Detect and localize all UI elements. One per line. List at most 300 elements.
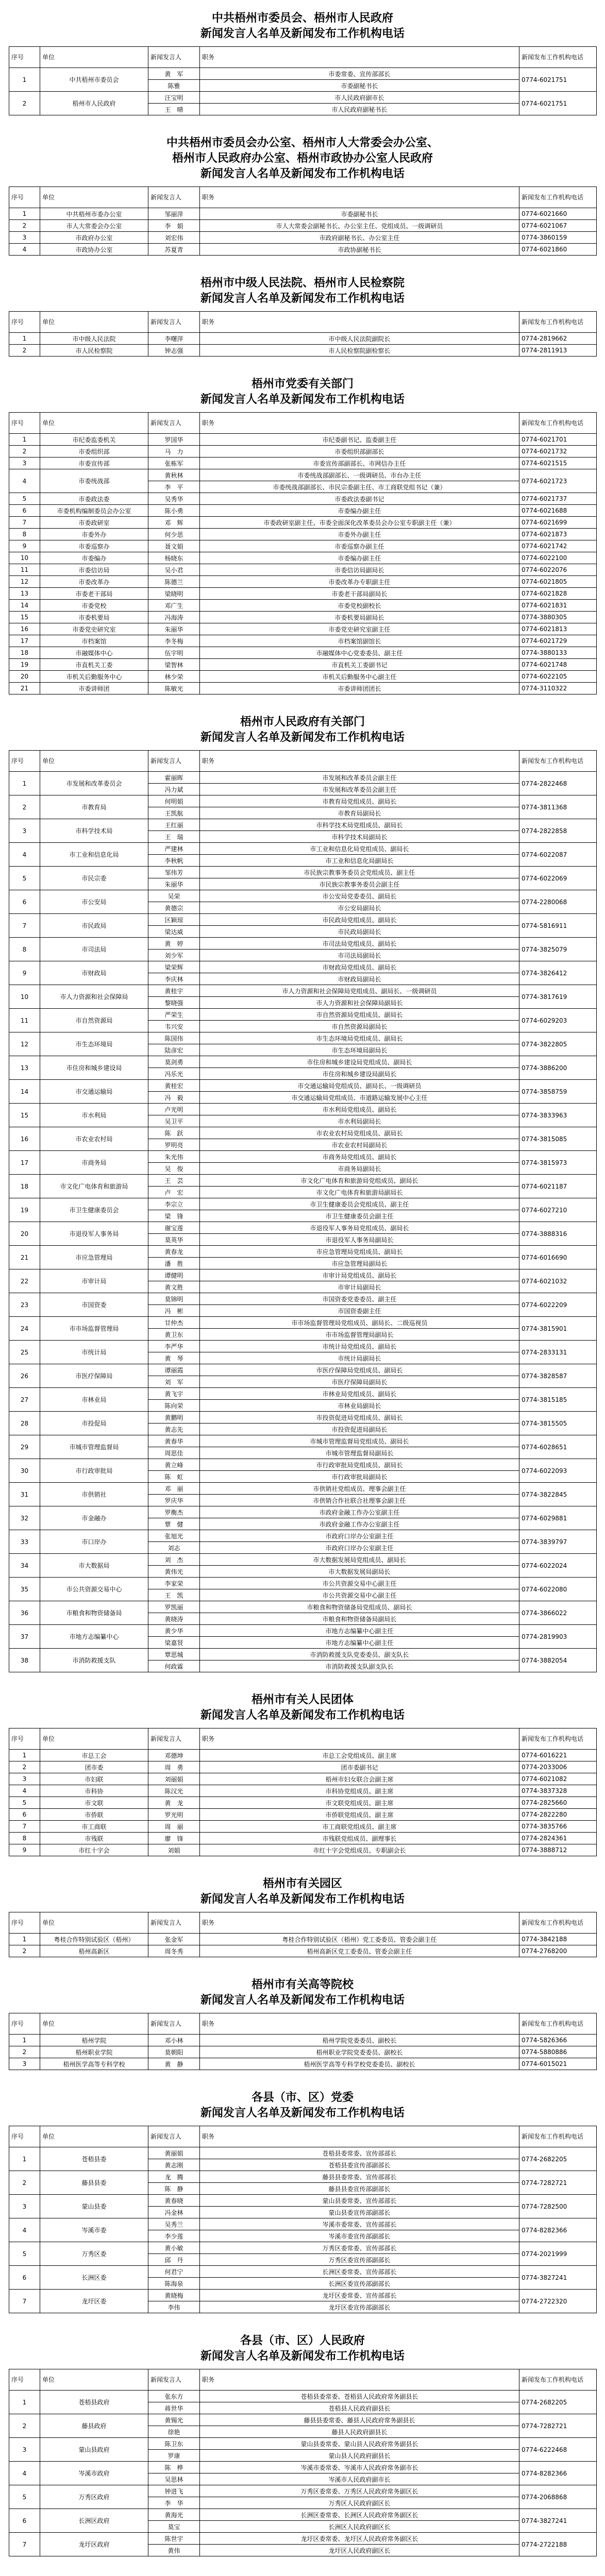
cell-spokesperson: 黄 婷 xyxy=(148,938,200,950)
cell-unit: 蒙山县委 xyxy=(40,2195,148,2218)
cell-no: 3 xyxy=(9,2195,40,2218)
cell-spokesperson: 莫宝 xyxy=(148,2521,200,2533)
table-row xyxy=(9,2485,597,2497)
cell-position: 市委组织部副部长 xyxy=(200,446,519,457)
table-row xyxy=(9,2509,597,2521)
table-row xyxy=(9,1506,597,1518)
cell-unit: 龙圩区政府 xyxy=(40,2533,148,2556)
cell-phone: 0774-3835766 xyxy=(519,1821,597,1833)
roster-section xyxy=(0,707,605,1672)
cell-phone: 0774-3858759 xyxy=(519,1080,597,1104)
cell-spokesperson: 陈 静 xyxy=(148,2183,200,2195)
cell-position: 市教育局副局长 xyxy=(200,807,519,819)
cell-spokesperson: 刘 军 xyxy=(148,1376,200,1388)
cell-position: 市市场监督管理局党组成员、副局长、二级巡视员 xyxy=(200,1317,519,1329)
spokesperson-table xyxy=(9,187,597,256)
cell-spokesperson: 刘宏伟 xyxy=(148,232,200,244)
cell-position: 市人民政府副市长 xyxy=(200,92,519,104)
cell-spokesperson: 谭健明 xyxy=(148,1269,200,1281)
cell-spokesperson: 莫锦明 xyxy=(148,1293,200,1305)
cell-position: 市水利局副局长 xyxy=(200,1115,519,1127)
table-row xyxy=(9,505,597,517)
cell-unit: 市金融办 xyxy=(40,1506,148,1530)
cell-position: 市应急管理局副局长 xyxy=(200,1258,519,1269)
cell-spokesperson: 钟志强 xyxy=(148,345,200,357)
cell-spokesperson: 刘娟 xyxy=(148,1844,200,1856)
cell-position: 市委改革办专职副主任 xyxy=(200,576,519,588)
cell-spokesperson: 张东方 xyxy=(148,2391,200,2402)
cell-spokesperson: 何政霖 xyxy=(148,1660,200,1672)
table-row xyxy=(9,795,597,807)
cell-spokesperson: 蒋世华 xyxy=(148,2402,200,2414)
cell-position: 市卫生健康委员会党组成员、副主任 xyxy=(200,1198,519,1210)
cell-spokesperson: 罗衡杰 xyxy=(148,1506,200,1518)
cell-spokesperson: 罗康 xyxy=(148,2450,200,2462)
cell-unit: 市委组织部 xyxy=(40,446,148,457)
cell-phone: 0774-6015021 xyxy=(519,2058,597,2070)
table-header-row xyxy=(9,413,597,434)
cell-no: 7 xyxy=(9,2533,40,2556)
cell-position: 梧州市妇女联合会副主席 xyxy=(200,1773,519,1785)
cell-position: 市委副秘书长 xyxy=(200,80,519,92)
cell-unit: 市委政法委 xyxy=(40,493,148,505)
cell-spokesperson: 周思佳 xyxy=(148,1447,200,1459)
cell-spokesperson: 王 晴 xyxy=(148,104,200,115)
header-no: 序号 xyxy=(9,187,40,208)
cell-no: 5 xyxy=(9,867,40,890)
cell-phone: 0774-6021860 xyxy=(519,244,597,256)
table-row xyxy=(9,2171,597,2183)
cell-phone: 0774-2722188 xyxy=(519,2533,597,2556)
table-row xyxy=(9,938,597,950)
cell-phone: 0774-3110322 xyxy=(519,683,597,694)
cell-position: 市退役军人事务局党组成员、副局长 xyxy=(200,1222,519,1234)
cell-unit: 市应急管理局 xyxy=(40,1246,148,1269)
cell-spokesperson: 黄春龙 xyxy=(148,1246,200,1258)
cell-unit: 市卫生健康委员会 xyxy=(40,1198,148,1222)
cell-position: 市商务局副局长 xyxy=(200,1163,519,1175)
cell-no: 9 xyxy=(9,961,40,985)
cell-phone: 0774-2824361 xyxy=(519,1833,597,1844)
table-row xyxy=(9,1797,597,1809)
cell-phone: 0774-3888712 xyxy=(519,1844,597,1856)
cell-spokesperson: 黄锡光 xyxy=(148,2414,200,2426)
cell-position: 市委党史研究室副主任 xyxy=(200,623,519,635)
roster-section xyxy=(0,1869,605,1957)
cell-position: 市委信访局副局长 xyxy=(200,564,519,576)
table-row xyxy=(9,2242,597,2254)
cell-spokesperson: 黄春晓 xyxy=(148,2195,200,2207)
spokesperson-table xyxy=(9,750,597,1672)
section-gap xyxy=(0,1672,605,1685)
cell-spokesperson: 严建林 xyxy=(148,843,200,855)
section-title-line: 新闻发言人名单及新闻发布工作机构电话 xyxy=(200,2349,405,2363)
cell-unit: 市口岸办 xyxy=(40,1530,148,1554)
cell-unit: 市国资委 xyxy=(40,1293,148,1317)
cell-no: 38 xyxy=(9,1649,40,1672)
section-title xyxy=(0,2082,605,2126)
cell-no: 1 xyxy=(9,1934,40,1945)
header-no: 序号 xyxy=(9,1728,40,1750)
cell-no: 6 xyxy=(9,2509,40,2533)
cell-spokesperson: 黄小敏 xyxy=(148,2242,200,2254)
spokesperson-table xyxy=(9,1912,597,1957)
table-row xyxy=(9,819,597,831)
cell-phone: 0774-3880305 xyxy=(519,612,597,623)
cell-no: 10 xyxy=(9,552,40,564)
cell-phone: 0774-3827241 xyxy=(519,2266,597,2290)
cell-unit: 蒙山县政府 xyxy=(40,2438,148,2462)
header-unit: 单位 xyxy=(40,2013,148,2035)
cell-spokesperson: 汪宝明 xyxy=(148,92,200,104)
cell-spokesperson: 李宗立 xyxy=(148,1198,200,1210)
table-header-row xyxy=(9,47,597,68)
cell-position: 市中级人民法院副院长 xyxy=(200,333,519,345)
cell-unit: 市教育局 xyxy=(40,795,148,819)
cell-phone: 0774-6021828 xyxy=(519,588,597,600)
cell-spokesperson: 陆彦宏 xyxy=(148,1044,200,1056)
cell-unit: 市统计局 xyxy=(40,1341,148,1364)
cell-phone: 0774-3882054 xyxy=(519,1649,597,1672)
cell-position: 市国资委党委委员、副主任 xyxy=(200,1293,519,1305)
spokesperson-table xyxy=(9,1728,597,1856)
cell-spokesperson: 谢宝莲 xyxy=(148,1222,200,1234)
cell-position: 苍梧县委常委、宣传部部长 xyxy=(200,2147,519,2159)
header-unit: 单位 xyxy=(40,1728,148,1750)
cell-unit: 市市场监督管理局 xyxy=(40,1317,148,1341)
cell-spokesperson: 梁荣辉 xyxy=(148,961,200,973)
cell-phone: 0774-7282721 xyxy=(519,2414,597,2438)
cell-no: 18 xyxy=(9,647,40,659)
cell-unit: 市纪委监委机关 xyxy=(40,434,148,446)
cell-phone: 0774-2768200 xyxy=(519,1945,597,1957)
cell-unit: 市民政局 xyxy=(40,914,148,938)
cell-phone: 0774-6021082 xyxy=(519,1773,597,1785)
cell-unit: 市发展和改革委员会 xyxy=(40,772,148,795)
cell-spokesperson: 陈雅 xyxy=(148,80,200,92)
table-row xyxy=(9,446,597,457)
cell-phone: 0774-2825660 xyxy=(519,1797,597,1809)
cell-spokesperson: 黄卫东 xyxy=(148,1329,200,1341)
section-title-line: 各县（市、区）党委 xyxy=(251,2091,354,2104)
cell-phone: 0774-3827241 xyxy=(519,2509,597,2533)
cell-position: 市残联党组成员、副理事长 xyxy=(200,1833,519,1844)
cell-unit: 岑溪市委 xyxy=(40,2218,148,2242)
cell-spokesperson: 李庆林 xyxy=(148,973,200,985)
cell-spokesperson: 黄志刚 xyxy=(148,2159,200,2171)
cell-unit: 市行政审批局 xyxy=(40,1459,148,1483)
cell-spokesperson: 黄 龙 xyxy=(148,1797,200,1809)
cell-spokesperson: 刘少军 xyxy=(148,950,200,961)
cell-spokesperson: 吴秀华 xyxy=(148,493,200,505)
cell-unit: 市工商联 xyxy=(40,1821,148,1833)
cell-phone: 0774-8282366 xyxy=(519,2218,597,2242)
cell-unit: 市档案馆 xyxy=(40,635,148,647)
header-position: 职务 xyxy=(200,413,519,434)
cell-phone: 0774-3837328 xyxy=(519,1785,597,1797)
cell-spokesperson: 廖 锋 xyxy=(148,1833,200,1844)
cell-unit: 市林业局 xyxy=(40,1388,148,1412)
table-row xyxy=(9,1175,597,1187)
cell-position: 苍梧县人民政府副县长 xyxy=(200,2402,519,2414)
cell-spokesperson: 王红丽 xyxy=(148,819,200,831)
cell-spokesperson: 陈 跃 xyxy=(148,1127,200,1139)
cell-no: 17 xyxy=(9,1151,40,1175)
cell-no: 12 xyxy=(9,1032,40,1056)
cell-position: 市供销社党组成员、理事会副主任 xyxy=(200,1483,519,1495)
cell-spokesperson: 周 勇 xyxy=(148,1761,200,1773)
cell-position: 岑溪市委宣传部副部长 xyxy=(200,2230,519,2242)
cell-spokesperson: 黄秋林 xyxy=(148,469,200,481)
cell-unit: 市城市管理监督局 xyxy=(40,1435,148,1459)
cell-phone: 0774-3822805 xyxy=(519,1032,597,1056)
cell-no: 13 xyxy=(9,1056,40,1080)
table-row xyxy=(9,564,597,576)
cell-phone: 0774-6021737 xyxy=(519,493,597,505)
cell-spokesperson: 冯金林 xyxy=(148,2207,200,2218)
section-gap xyxy=(0,2556,605,2569)
cell-spokesperson: 陈汉光 xyxy=(148,1785,200,1797)
cell-spokesperson: 王 芸 xyxy=(148,1175,200,1187)
section-gap xyxy=(0,694,605,707)
table-row xyxy=(9,1222,597,1234)
cell-position: 市大数据发展局副局长 xyxy=(200,1566,519,1578)
cell-position: 市人力资源和社会保障局副局长 xyxy=(200,997,519,1009)
cell-phone: 0774-6021688 xyxy=(519,505,597,517)
cell-unit: 市红十字会 xyxy=(40,1844,148,1856)
cell-spokesperson: 邓 丽 xyxy=(148,1483,200,1495)
cell-position: 市工商联党组成员、副主席 xyxy=(200,1821,519,1833)
cell-spokesperson: 黄春华 xyxy=(148,1435,200,1447)
table-row xyxy=(9,1246,597,1258)
cell-position: 市人民政府副秘书长 xyxy=(200,104,519,115)
cell-unit: 市总工会 xyxy=(40,1750,148,1761)
cell-position: 长洲区委宣传部副部长 xyxy=(200,2278,519,2290)
cell-unit: 梧州学院 xyxy=(40,2035,148,2046)
cell-phone: 0774-2033006 xyxy=(519,1761,597,1773)
cell-spokesperson: 黄飞宇 xyxy=(148,1388,200,1400)
cell-no: 9 xyxy=(9,540,40,552)
cell-spokesperson: 陈敏光 xyxy=(148,683,200,694)
cell-spokesperson: 李曙萍 xyxy=(148,333,200,345)
cell-unit: 苍梧县政府 xyxy=(40,2391,148,2414)
table-row xyxy=(9,961,597,973)
table-row xyxy=(9,1080,597,1092)
cell-phone: 0774-3880133 xyxy=(519,647,597,659)
cell-position: 万秀区委常委、宣传部部长 xyxy=(200,2242,519,2254)
header-phone: 新闻发布工作机构电话 xyxy=(519,1912,597,1934)
cell-spokesperson: 黄丽娟 xyxy=(148,2147,200,2159)
cell-no: 3 xyxy=(9,819,40,843)
cell-no: 2 xyxy=(9,2046,40,2058)
cell-unit: 市人大常委会办公室 xyxy=(40,220,148,232)
cell-no: 3 xyxy=(9,1773,40,1785)
cell-position: 市政府金融工作办公室副主任 xyxy=(200,1518,519,1530)
cell-position: 万秀区委常委、万秀区人民政府常务副区长 xyxy=(200,2485,519,2497)
cell-position: 市住房和城乡建设局党组成员、副局长 xyxy=(200,1056,519,1068)
cell-position: 市投资促进局副局长 xyxy=(200,1423,519,1435)
table-row xyxy=(9,914,597,926)
cell-unit: 市审计局 xyxy=(40,1269,148,1293)
cell-position: 市审计局副局长 xyxy=(200,1281,519,1293)
cell-no: 7 xyxy=(9,1821,40,1833)
table-row xyxy=(9,600,597,612)
cell-spokesperson: 刘丽娟 xyxy=(148,1773,200,1785)
cell-phone: 0774-3860159 xyxy=(519,232,597,244)
cell-position: 市政府口岸办公室副主任 xyxy=(200,1530,519,1542)
table-row xyxy=(9,1483,597,1495)
cell-unit: 市委机构编制委员会办公室 xyxy=(40,505,148,517)
cell-no: 5 xyxy=(9,2242,40,2266)
cell-no: 1 xyxy=(9,2035,40,2046)
cell-no: 6 xyxy=(9,2266,40,2290)
cell-phone: 0774-6021813 xyxy=(519,623,597,635)
cell-unit: 市委机要局 xyxy=(40,612,148,623)
cell-spokesperson: 韦兴安 xyxy=(148,1021,200,1032)
cell-no: 22 xyxy=(9,1269,40,1293)
cell-unit: 市妇联 xyxy=(40,1773,148,1785)
cell-phone: 0774-3815185 xyxy=(519,1388,597,1412)
table-row xyxy=(9,232,597,244)
header-position: 职务 xyxy=(200,2126,519,2147)
cell-position: 梧州高新区党工委委员、管委会副主任 xyxy=(200,1945,519,1957)
table-row xyxy=(9,244,597,256)
table-header-row xyxy=(9,2369,597,2391)
table-row xyxy=(9,985,597,997)
cell-no: 3 xyxy=(9,457,40,469)
cell-position: 市统计局党组成员、副局长 xyxy=(200,1341,519,1352)
cell-phone: 0774-6021732 xyxy=(519,446,597,457)
cell-unit: 市公安局 xyxy=(40,890,148,914)
cell-no: 26 xyxy=(9,1364,40,1388)
cell-spokesperson: 梁 锋 xyxy=(148,1210,200,1222)
table-row xyxy=(9,2462,597,2473)
table-row xyxy=(9,1364,597,1376)
header-spokesperson: 新闻发言人 xyxy=(148,312,200,333)
cell-position: 市统计局副局长 xyxy=(200,1352,519,1364)
cell-phone: 0774-5826366 xyxy=(519,2035,597,2046)
cell-position: 市政府口岸办公室副主任 xyxy=(200,1542,519,1554)
cell-position: 市粮食和物资储备局党组成员、副局长 xyxy=(200,1601,519,1613)
cell-position: 蒙山县委宣传部副部长 xyxy=(200,2207,519,2218)
cell-spokesperson: 周冬秀 xyxy=(148,1945,200,1957)
cell-unit: 藤县县委 xyxy=(40,2171,148,2195)
cell-spokesperson: 李少莲 xyxy=(148,2230,200,2242)
section-title-line: 新闻发言人名单及新闻发布工作机构电话 xyxy=(200,27,405,40)
cell-position: 市自然资源局党组成员、副局长 xyxy=(200,1009,519,1021)
cell-spokesperson: 黄桂宏 xyxy=(148,1080,200,1092)
cell-spokesperson: 梁嘉贤 xyxy=(148,1637,200,1649)
cell-no: 8 xyxy=(9,529,40,540)
cell-phone: 0774-2682205 xyxy=(519,2391,597,2414)
cell-spokesperson: 覃 健 xyxy=(148,1518,200,1530)
table-row xyxy=(9,2035,597,2046)
cell-no: 7 xyxy=(9,2290,40,2313)
cell-unit: 市大数据局 xyxy=(40,1554,148,1578)
cell-phone: 0774-6021660 xyxy=(519,208,597,220)
header-no: 序号 xyxy=(9,2126,40,2147)
cell-spokesperson: 卢 宏 xyxy=(148,1187,200,1198)
cell-no: 2 xyxy=(9,2171,40,2195)
cell-spokesperson: 黄桂宇 xyxy=(148,985,200,997)
cell-spokesperson: 区颖琼 xyxy=(148,914,200,926)
cell-position: 蒙山县人民政府副县长 xyxy=(200,2450,519,2462)
cell-no: 1 xyxy=(9,772,40,795)
cell-spokesperson: 梁智林 xyxy=(148,659,200,671)
cell-no: 2 xyxy=(9,220,40,232)
table-header-row xyxy=(9,312,597,333)
cell-spokesperson: 冯 毅 xyxy=(148,1092,200,1104)
cell-spokesperson: 梁达威 xyxy=(148,926,200,938)
table-row xyxy=(9,457,597,469)
cell-unit: 市供销社 xyxy=(40,1483,148,1506)
cell-spokesperson: 李严华 xyxy=(148,1341,200,1352)
table-row xyxy=(9,1785,597,1797)
cell-unit: 市机关后勤服务中心 xyxy=(40,671,148,683)
cell-position: 市政府副秘书长、办公室主任 xyxy=(200,232,519,244)
header-no: 序号 xyxy=(9,751,40,772)
roster-section xyxy=(0,1685,605,1856)
cell-spokesperson: 甘仲杰 xyxy=(148,1317,200,1329)
cell-position: 长洲区委常委、宣传部部长 xyxy=(200,2266,519,2278)
cell-position: 市财政局副局长 xyxy=(200,973,519,985)
cell-spokesperson: 杨晓东 xyxy=(148,552,200,564)
section-title xyxy=(0,1970,605,2013)
cell-spokesperson: 苏夏青 xyxy=(148,244,200,256)
cell-phone: 0774-7282721 xyxy=(519,2171,597,2195)
cell-phone: 0774-2819662 xyxy=(519,333,597,345)
table-row xyxy=(9,2046,597,2058)
cell-phone: 0774-6222468 xyxy=(519,2438,597,2462)
cell-spokesperson: 邱 丹 xyxy=(148,2254,200,2266)
section-title xyxy=(0,128,605,187)
header-no: 序号 xyxy=(9,312,40,333)
table-header-row xyxy=(9,2126,597,2147)
header-unit: 单位 xyxy=(40,187,148,208)
cell-no: 1 xyxy=(9,68,40,92)
table-row xyxy=(9,2533,597,2545)
cell-position: 市委统战部副部长、一级调研员、市台办主任 xyxy=(200,469,519,481)
cell-position: 市委编办副主任 xyxy=(200,552,519,564)
cell-spokesperson: 邓 辉 xyxy=(148,517,200,529)
cell-unit: 市委改革办 xyxy=(40,576,148,588)
cell-spokesperson: 王 凯 xyxy=(148,1589,200,1601)
table-header-row xyxy=(9,2013,597,2035)
cell-spokesperson: 霍丽晖 xyxy=(148,772,200,784)
cell-spokesperson: 黄少华 xyxy=(148,1625,200,1637)
table-row xyxy=(9,1649,597,1660)
cell-spokesperson: 陈世宇 xyxy=(148,2533,200,2545)
cell-spokesperson: 吴卫平 xyxy=(148,1115,200,1127)
cell-no: 11 xyxy=(9,1009,40,1032)
cell-no: 3 xyxy=(9,2058,40,2070)
cell-unit: 市人力资源和社会保障局 xyxy=(40,985,148,1009)
table-row xyxy=(9,1269,597,1281)
cell-phone: 0774-8282366 xyxy=(519,2462,597,2485)
cell-phone: 0774-2811913 xyxy=(519,345,597,357)
cell-position: 市水利局党组成员、副局长 xyxy=(200,1104,519,1115)
cell-position: 市行政审批局党组成员、副局长 xyxy=(200,1459,519,1471)
cell-phone: 0774-6021515 xyxy=(519,457,597,469)
cell-spokesperson: 罗庆华 xyxy=(148,1495,200,1506)
cell-position: 市地方志编纂中心副主任 xyxy=(200,1637,519,1649)
roster-section xyxy=(0,1970,605,2070)
cell-phone: 0774-3828587 xyxy=(519,1364,597,1388)
cell-position: 市科学技术局副局长 xyxy=(200,831,519,843)
cell-spokesperson: 张旭光 xyxy=(148,1530,200,1542)
cell-unit: 岑溪市政府 xyxy=(40,2462,148,2485)
cell-spokesperson: 陈卫东 xyxy=(148,2438,200,2450)
